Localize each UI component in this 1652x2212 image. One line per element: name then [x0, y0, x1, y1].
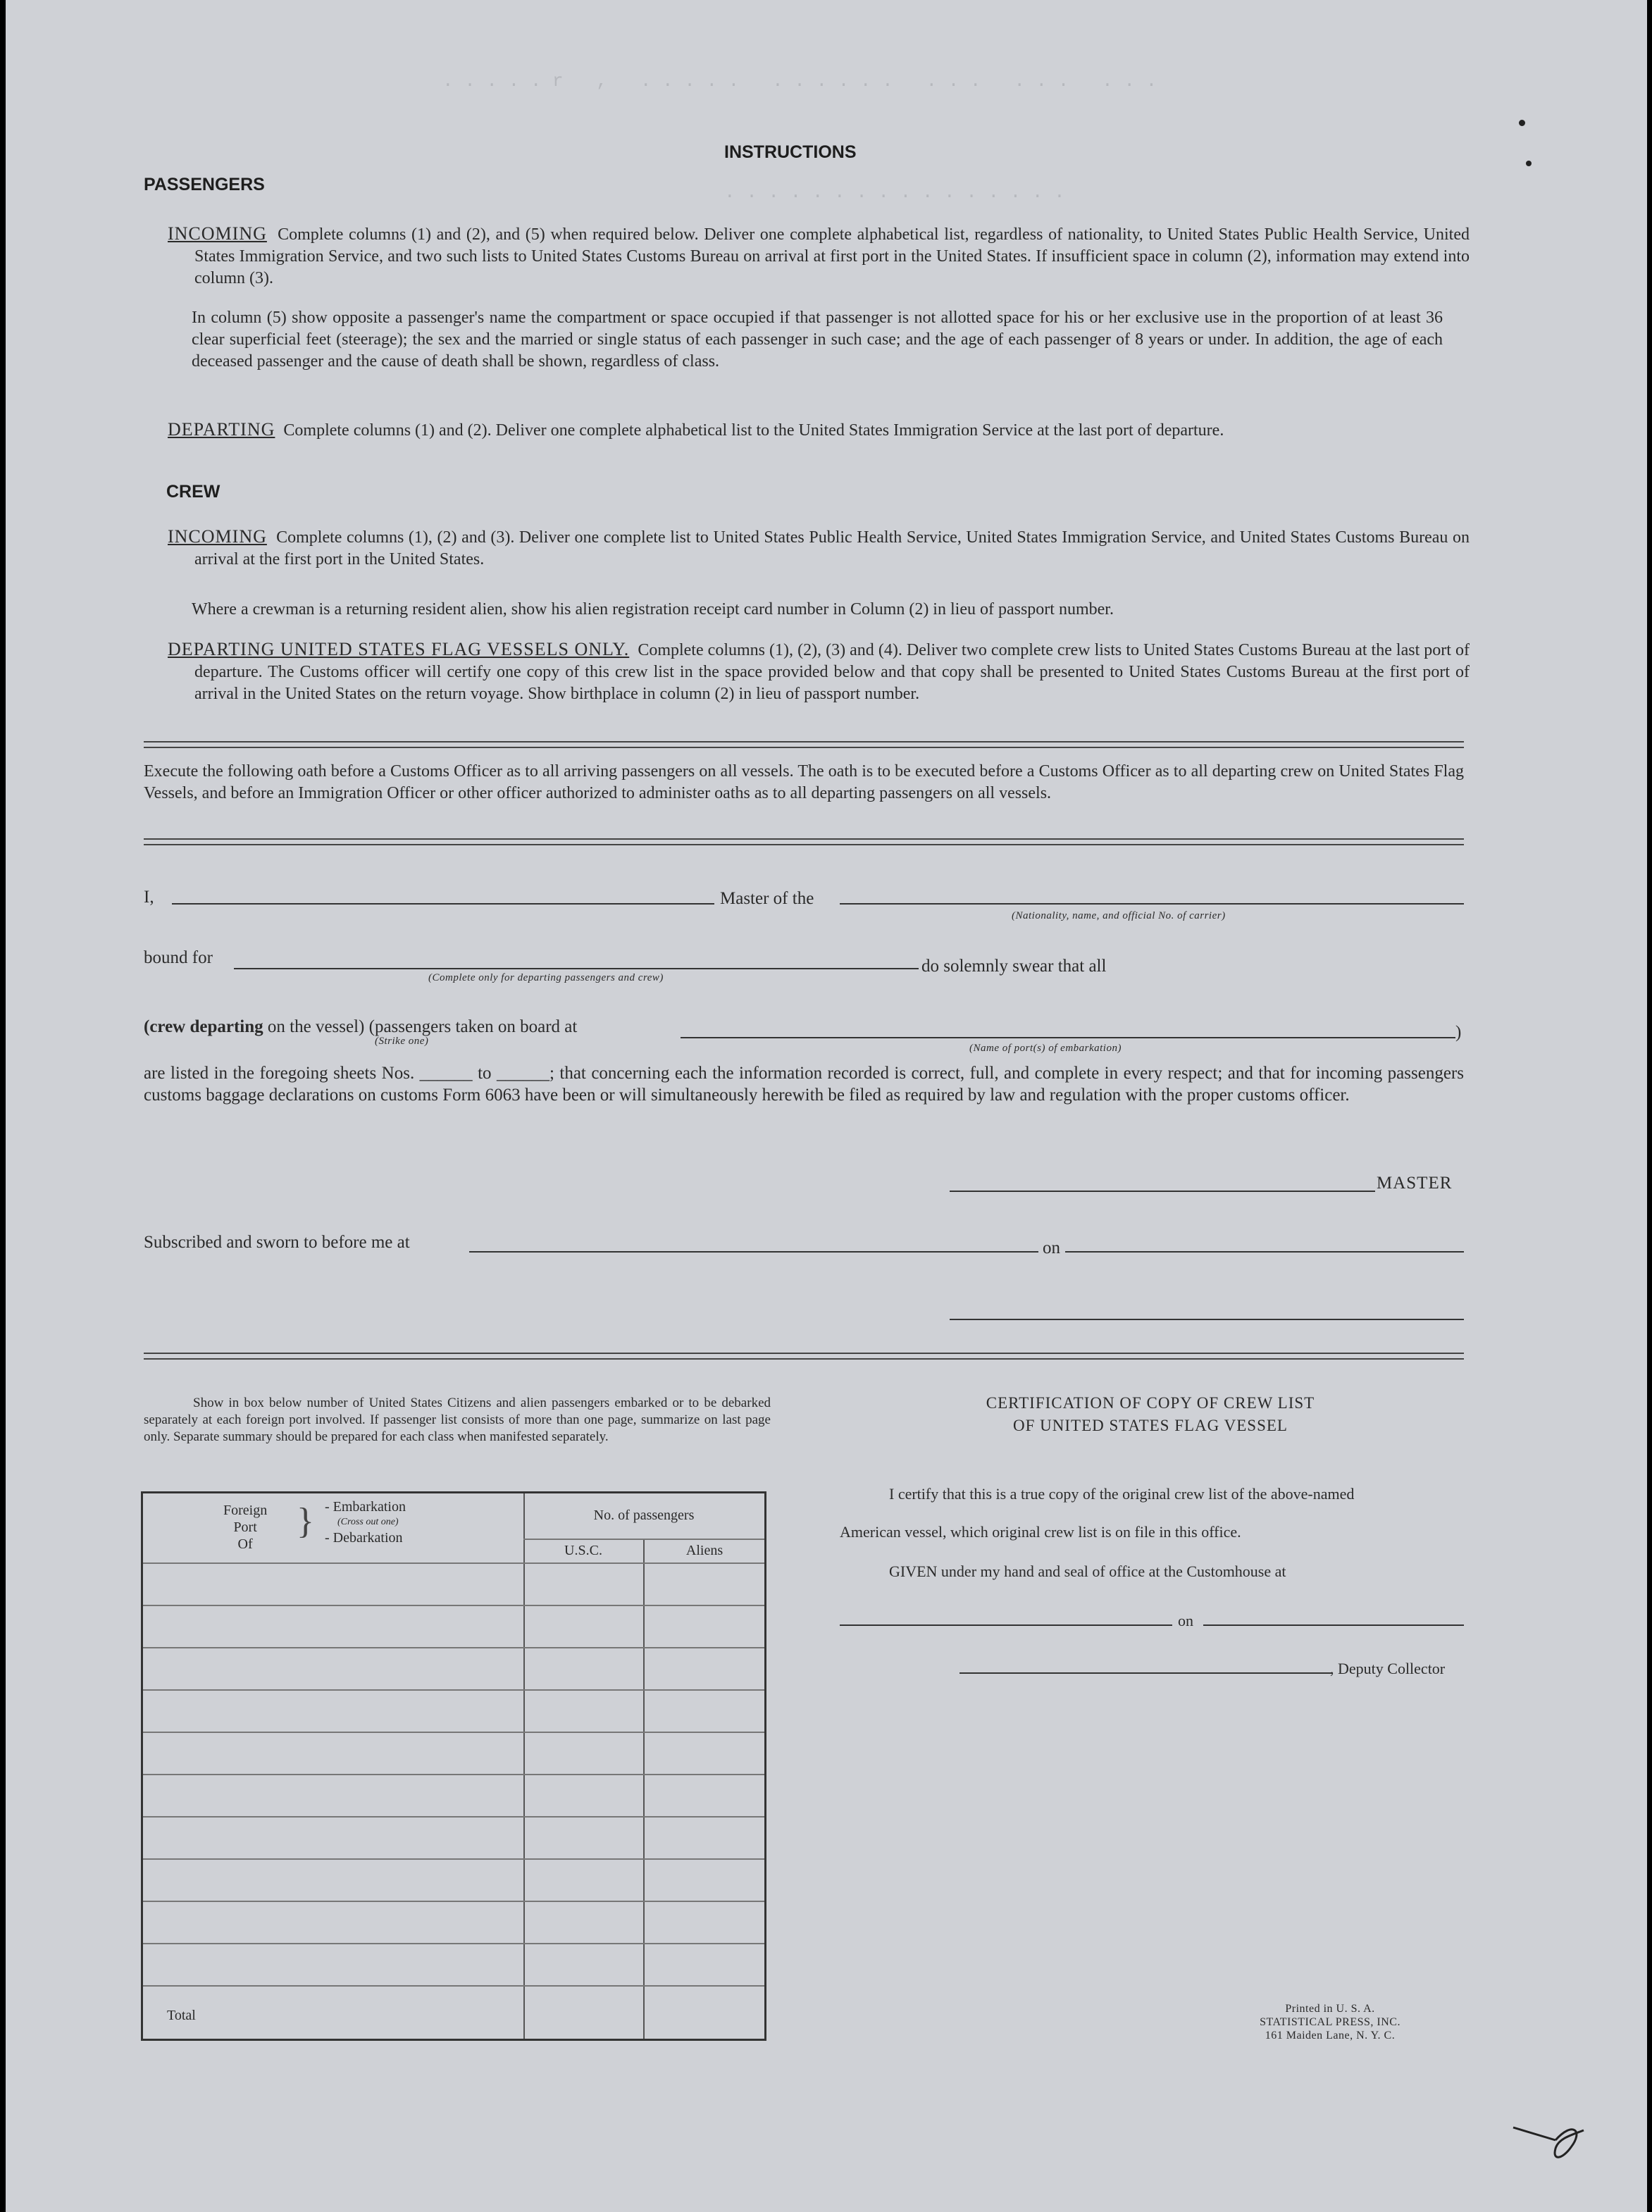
table-header-divider — [143, 1562, 764, 1564]
certification-title-line1: CERTIFICATION OF COPY OF CREW LIST — [986, 1394, 1315, 1412]
master-name-line[interactable] — [172, 903, 714, 905]
bound-for-line[interactable] — [234, 968, 919, 969]
col-no-passengers: No. of passengers — [593, 1508, 695, 1523]
table-row-divider — [143, 1858, 764, 1860]
passengers-incoming-instructions — [168, 223, 1470, 290]
divider — [144, 747, 1464, 748]
passenger-summary-table — [141, 1491, 766, 2041]
divider — [144, 1353, 1464, 1354]
printer-line2: STATISTICAL PRESS, INC. — [1260, 2016, 1401, 2028]
crew-passengers-label — [144, 1017, 577, 1037]
table-column-divider — [523, 1493, 525, 2039]
certify-line2: American vessel, which original crew list is on file in this office. — [840, 1523, 1241, 1541]
crew-incoming-text: Complete columns (1), (2) and (3). Deliver one complete list to United States Public Health Service, United States Immigration Service, and United States Customs Bureau on arrival at the first port in the United States. — [194, 528, 1470, 568]
summary-note: Show in box below number of United States Citizens and alien passengers embarked or to be debarked separately at each foreign port involved. If passenger list consists of more than one page, summarize on last page only. Separate summary should be prepared for each class when manifested separately. — [144, 1396, 771, 1444]
divider — [144, 838, 1464, 840]
strike-one-caption: (Strike one) — [375, 1036, 429, 1047]
table-subheader-divider — [523, 1539, 764, 1540]
embark-debark-options — [325, 1499, 406, 1546]
crew-departing-text: Complete columns (1), (2), (3) and (4). Deliver two complete crew lists to United States Customs Bureau at the last port of departure. The Customs officer will certify one copy of this crew list in the space provided below and that copy shall be presented to United States Customs Bureau at the first port of arrival in the United States on the return voyage. Show birthplace in column (2) in lieu of passport number. — [194, 641, 1470, 703]
divider — [144, 1358, 1464, 1360]
col-port: Port — [233, 1520, 257, 1535]
cross-out-note: (Cross out one) — [337, 1517, 399, 1527]
bleed-through-text: . . . . . . . . . . . . . . . . — [724, 182, 1065, 203]
swear-label: do solemnly swear that all — [921, 957, 1107, 976]
printer-line1: Printed in U. S. A. — [1285, 2003, 1375, 2015]
table-row-divider — [143, 1689, 764, 1691]
subscribed-on-label: on — [1043, 1238, 1060, 1257]
certification-on-label: on — [1178, 1612, 1193, 1629]
certify-line1: I certify that this is a true copy of the original crew list of the above-named — [889, 1485, 1355, 1503]
form-sheet — [6, 0, 1647, 2212]
col-of: Of — [237, 1536, 253, 1552]
table-row-divider — [143, 1901, 764, 1902]
table-row-divider — [143, 1943, 764, 1944]
master-signature-line[interactable] — [950, 1191, 1375, 1192]
col-foreign-port-of — [223, 1502, 267, 1553]
crew-incoming-label: INCOMING — [168, 526, 267, 547]
crew-departing-bold: (crew departing — [144, 1017, 263, 1036]
oath-intro: Execute the following oath before a Customs Officer as to all arriving passengers on all vessels. The oath is to be executed before a Customs Officer as to all departing crew on United States Flag Vessels, and before an Immigration Officer or other officer authorized to administer oaths as to all departing passengers on all vessels. — [144, 762, 1464, 802]
subscribed-place-line[interactable] — [469, 1251, 1038, 1253]
bound-for-label: bound for — [144, 948, 213, 967]
table-column-divider — [643, 1540, 645, 2039]
handwritten-mark-icon — [1506, 2106, 1591, 2170]
oath-i-label: I, — [144, 888, 154, 907]
crew-incoming-instructions — [168, 526, 1470, 571]
instructions-heading: INSTRUCTIONS — [724, 142, 857, 162]
deputy-signature-line[interactable] — [959, 1672, 1331, 1674]
oath-statement: are listed in the foregoing sheets Nos. ______ to ______; that concerning each the information recorded is correct, full, and complete in every respect; and that for incoming passengers customs baggage declarations on customs Form 6063 have been or will simultaneously herewith be filed as required by law and regulation with the proper customs officer. — [144, 1064, 1464, 1105]
bound-for-caption: (Complete only for departing passengers and crew) — [428, 972, 664, 983]
given-label: GIVEN under my hand and seal of office at the Customhouse at — [889, 1562, 1286, 1580]
passengers-incoming-label: INCOMING — [168, 223, 267, 244]
col-aliens: Aliens — [685, 1543, 723, 1558]
col-foreign: Foreign — [223, 1503, 268, 1518]
passengers-departing-instructions — [168, 418, 1470, 442]
certification-title-line2: OF UNITED STATES FLAG VESSEL — [1013, 1417, 1288, 1434]
table-row-divider — [143, 1605, 764, 1606]
table-row-divider — [143, 1816, 764, 1818]
table-row-divider — [143, 1732, 764, 1733]
ink-dot — [1526, 161, 1532, 166]
certification-title — [837, 1392, 1464, 1437]
officer-signature-line[interactable] — [950, 1319, 1464, 1320]
divider — [144, 741, 1464, 742]
subscribed-date-line[interactable] — [1065, 1251, 1464, 1253]
on-vessel-label: on the vessel) (passengers taken on board at — [267, 1017, 578, 1036]
printer-line3: 161 Maiden Lane, N. Y. C. — [1265, 2030, 1396, 2042]
master-label: MASTER — [1377, 1174, 1453, 1193]
table-row-divider — [143, 1647, 764, 1648]
crew-departing-label: DEPARTING UNITED STATES FLAG VESSELS ONLY. — [168, 639, 630, 659]
crew-departing-instructions — [168, 638, 1470, 705]
subscribed-label: Subscribed and sworn to before me at — [144, 1233, 410, 1252]
bleed-through-text: . . . . . r , . . . . . . . . . . . . . . . . . . . . — [442, 70, 1157, 92]
total-label: Total — [167, 2008, 196, 2023]
customhouse-line[interactable] — [840, 1624, 1172, 1626]
divider — [144, 844, 1464, 845]
carrier-line[interactable] — [840, 903, 1464, 905]
embarkation-option[interactable]: - Embarkation — [325, 1499, 406, 1515]
embarkation-port-line[interactable] — [681, 1037, 1455, 1038]
passengers-column5-instructions: In column (5) show opposite a passenger's name the compartment or space occupied if that passenger is not allotted space for his or her exclusive use in the proportion of at least 36 clear superficial feet (steerage); the sex and the married or single status of each passenger in such case; and the age of each passenger of 8 years or under. In addition, the age of each deceased passenger and the cause of death shall be shown, regardless of class. — [192, 309, 1443, 371]
ports-caption: (Name of port(s) of embarkation) — [969, 1043, 1122, 1054]
passengers-title: PASSENGERS — [144, 175, 265, 194]
close-paren: ) — [1455, 1023, 1462, 1042]
brace-icon: } — [297, 1501, 314, 1541]
master-of-label: Master of the — [720, 889, 814, 908]
col-usc: U.S.C. — [564, 1543, 602, 1558]
crew-title: CREW — [166, 482, 221, 502]
passengers-departing-text: Complete columns (1) and (2). Deliver one complete alphabetical list to the United States Immigration Service at the last port of departure. — [283, 421, 1224, 440]
deputy-collector-label: , Deputy Collector — [1330, 1660, 1446, 1677]
passengers-departing-label: DEPARTING — [168, 419, 275, 440]
printer-imprint — [1231, 2002, 1429, 2042]
certification-date-line[interactable] — [1203, 1624, 1464, 1626]
passengers-incoming-text: Complete columns (1) and (2), and (5) when required below. Deliver one complete alphabetical list, regardless of nationality, to United States Public Health Service, United States Immigration Service, and two such lists to United States Customs Bureau on arrival at first port in the United States. If insufficient space in column (2), information may extend into column (3). — [194, 225, 1470, 287]
table-row-divider — [143, 1985, 764, 1987]
ink-dot — [1519, 120, 1525, 126]
table-row-divider — [143, 1774, 764, 1775]
debarkation-option[interactable]: - Debarkation — [325, 1530, 403, 1546]
carrier-caption: (Nationality, name, and official No. of carrier) — [1012, 910, 1226, 921]
crew-crewman-note: Where a crewman is a returning resident alien, show his alien registration receipt card number in Column (2) in lieu of passport number. — [192, 600, 1114, 619]
